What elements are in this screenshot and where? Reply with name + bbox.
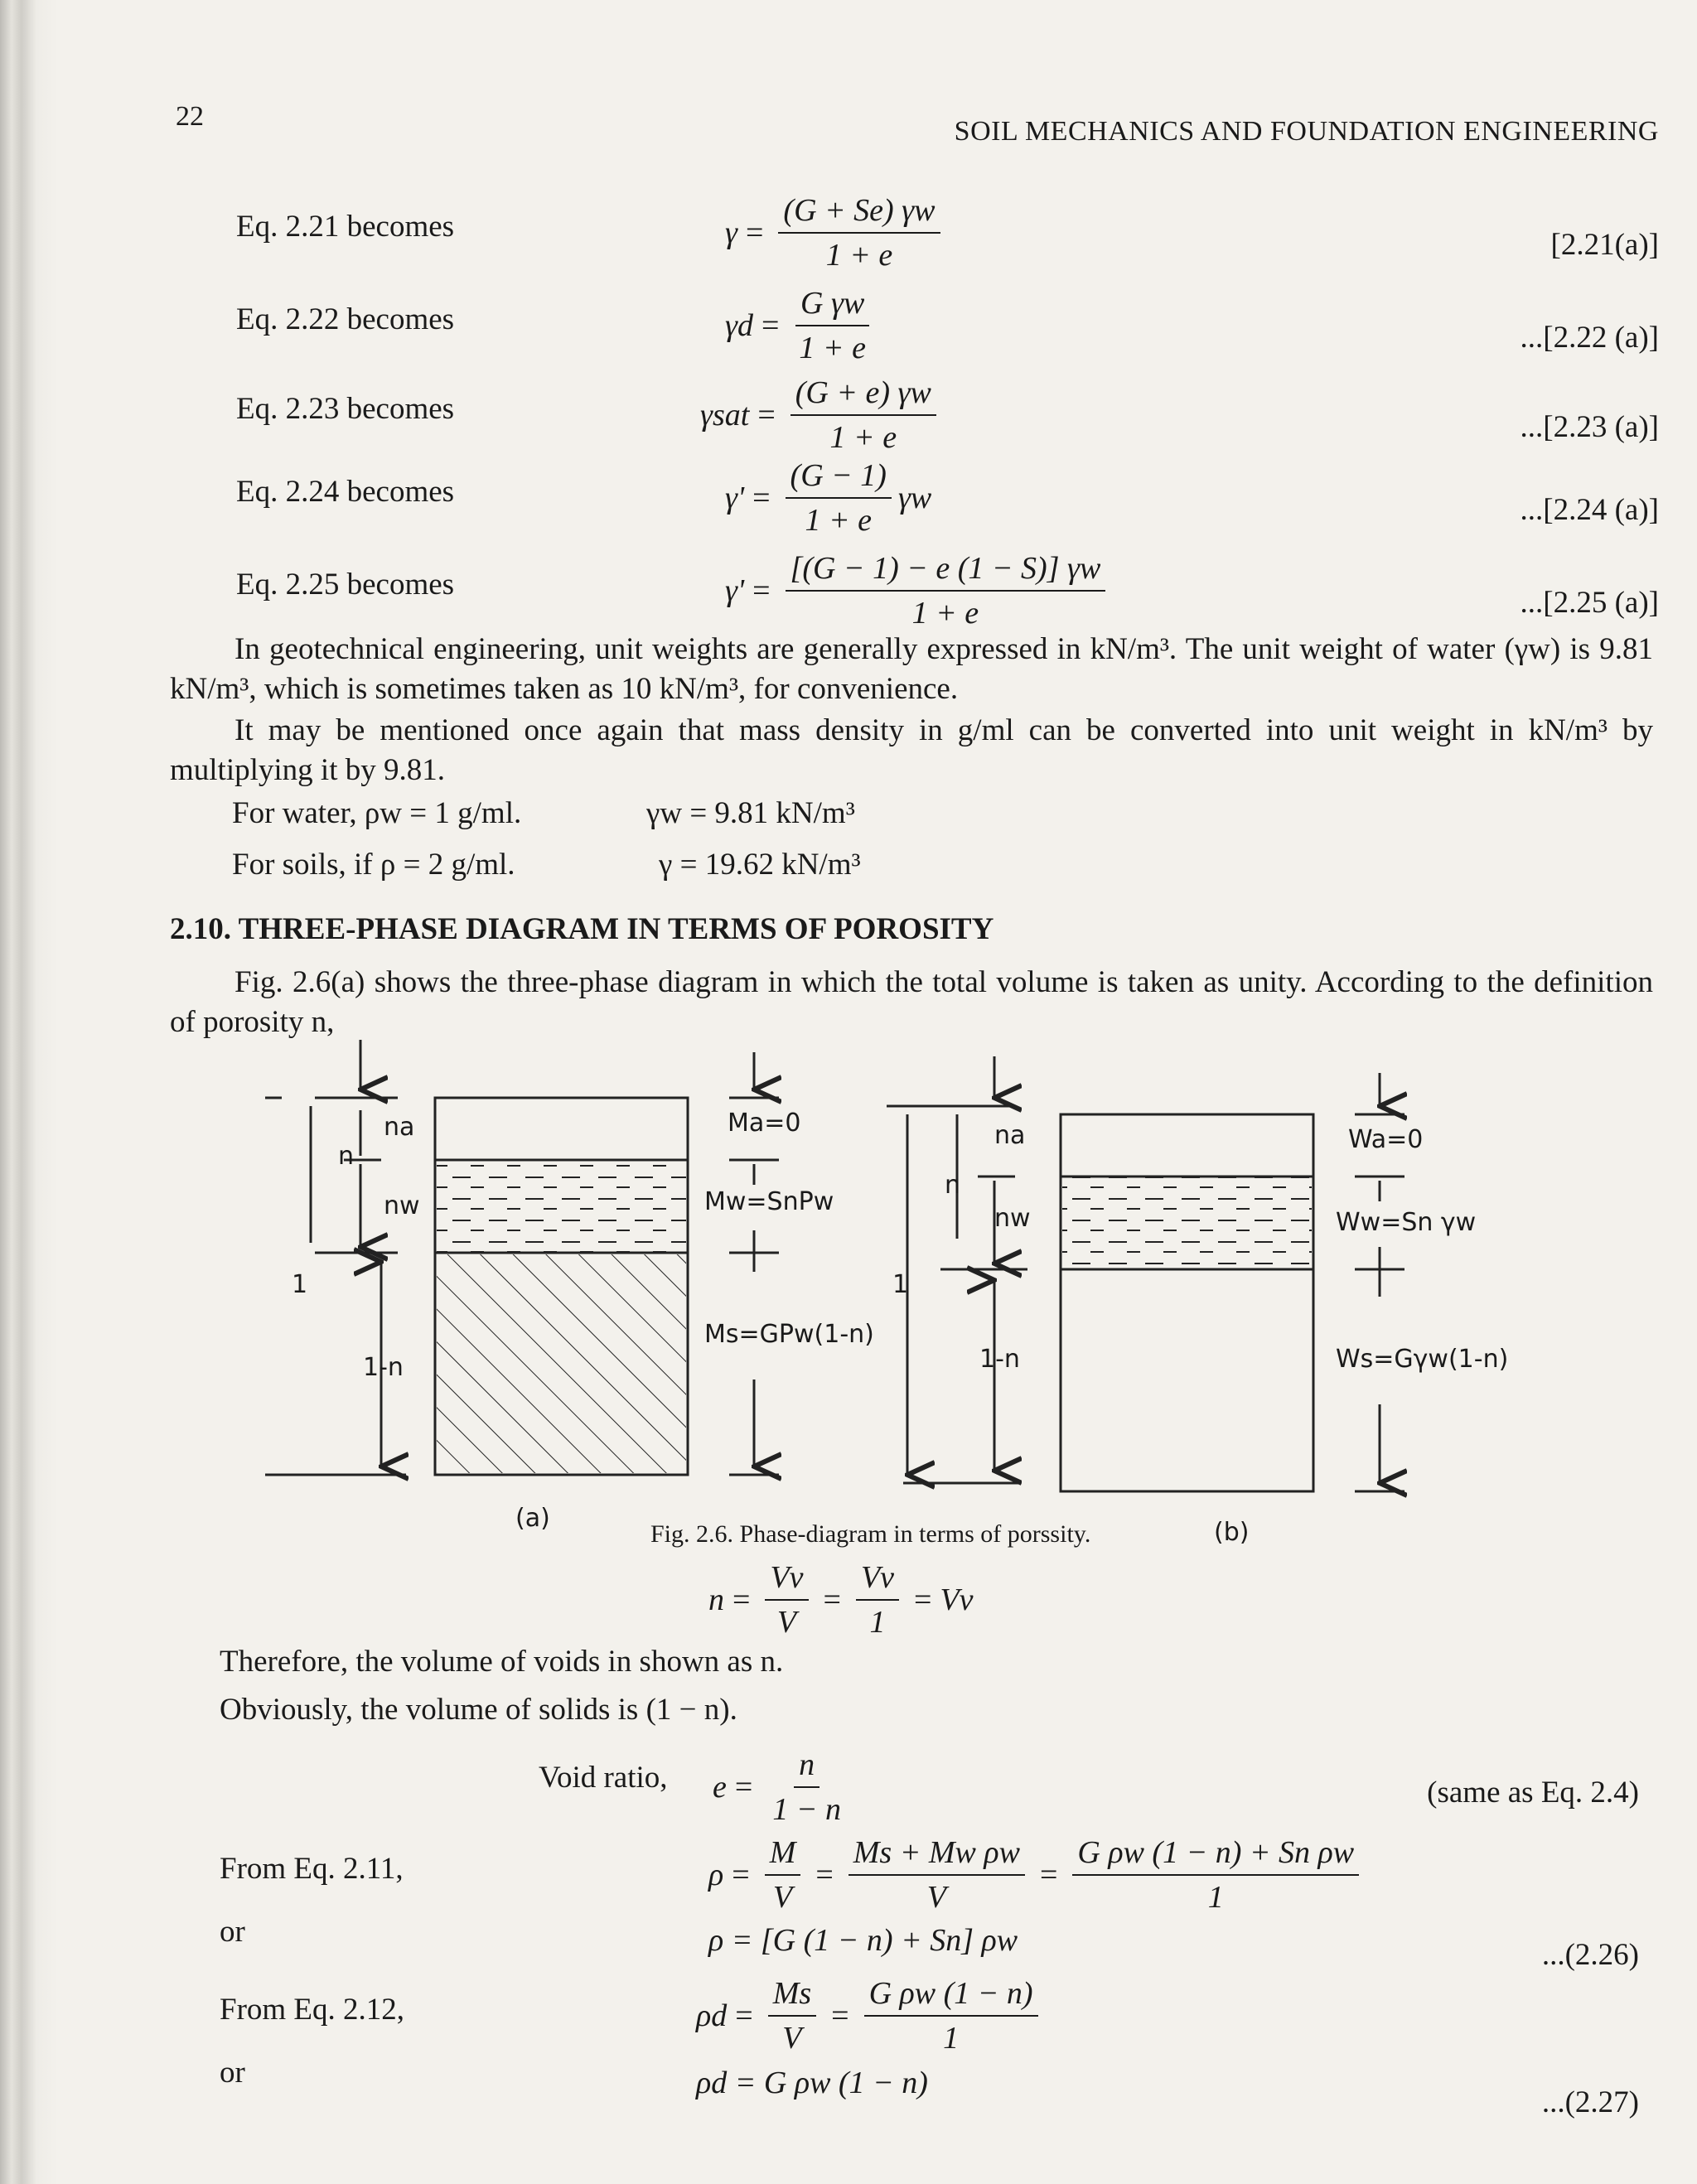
equation-expression: γ = $\frac{(G + Se) \gamma w}{1 + e}$: [725, 192, 947, 273]
line-therefore: Therefore, the volume of voids in shown as n.: [220, 1645, 784, 1679]
page-number: 22: [176, 101, 204, 132]
equation-expression: γsat = $\frac{(G + e) \gamma w}{1 + e}$: [700, 374, 943, 456]
label-ma: Ma=0: [728, 1109, 801, 1138]
water-phase-a: [437, 1160, 686, 1253]
or-label-227: or: [220, 2056, 245, 2090]
equation-226-ref: ...(2.26): [1541, 1938, 1639, 1972]
equation-void-ratio: e = $\frac{n}{1 - n}$: [713, 1747, 841, 1827]
equation-dry-density: ρd = $\frac{Ms}{V}$ = $\frac{\text{G ρw (1 − n)}}{1}$: [696, 1975, 1045, 2056]
label-nw-a: nw: [384, 1191, 420, 1220]
water-phase-b: [1062, 1177, 1312, 1269]
equation-label: Eq. 2.24 becomes: [236, 475, 455, 509]
label-wa: Wa=0: [1348, 1125, 1424, 1154]
paragraph-unit-weights: In geotechnical engineering, unit weights are generally expressed in kN/m³. The unit weight of water (γw) is 9.81 kN/m³, which is sometimes taken as 10 kN/m³, for convenience.: [170, 632, 1653, 706]
label-one-minus-n-b: 1-n: [979, 1345, 1020, 1374]
equation-label: Eq. 2.25 becomes: [236, 568, 455, 602]
figure-label-b: (b): [1214, 1518, 1250, 1547]
label-na-a: na: [384, 1113, 415, 1142]
line-obviously: Obviously, the volume of solids is (1 − n).: [220, 1693, 737, 1727]
label-mw: Mw=SnPw: [704, 1187, 834, 1216]
void-ratio-ref: (same as Eq. 2.4): [1427, 1776, 1639, 1810]
equation-expression: γ' = $\frac{[(G - 1) - e (1 - S)] \gamma w}{1 + e}$: [725, 550, 1112, 631]
label-one-a: 1: [292, 1270, 308, 1299]
label-n-a: n: [338, 1142, 355, 1171]
equation-ref: ...[2.24 (a)]: [1520, 493, 1659, 527]
running-title: SOIL MECHANICS AND FOUNDATION ENGINEERING: [954, 116, 1659, 147]
from-eq-211-label: From Eq. 2.11,: [220, 1852, 404, 1886]
label-ww: Ww=Sn γw: [1336, 1208, 1477, 1237]
equation-density: ρ = $\frac{M}{V}$ = $\frac{\text{Ms + Mw ρw}}{V}$ = $\frac{\text{G ρw (1 − n) + Sn ρw}}{1}$: [708, 1834, 1366, 1916]
label-ms: Ms=GPw(1-n): [704, 1320, 874, 1349]
label-na-b: na: [994, 1121, 1026, 1150]
paragraph-porosity: Fig. 2.6(a) shows the three-phase diagram in which the total volume is taken as unity. According to the definition of porosity n,: [170, 965, 1653, 1039]
page-binding-shadow: [0, 0, 58, 2184]
figure-label-a: (a): [515, 1504, 550, 1533]
void-ratio-label: Void ratio,: [539, 1761, 668, 1795]
label-ws: Ws=Gγw(1-n): [1336, 1345, 1509, 1374]
example-water-left: For water, ρw = 1 g/ml.: [232, 796, 522, 830]
example-water-right: γw = 9.81 kN/m³: [646, 796, 855, 830]
solid-phase-a: [437, 1254, 686, 1473]
equation-ref: ...[2.23 (a)]: [1520, 410, 1659, 444]
equation-label: Eq. 2.21 becomes: [236, 210, 455, 244]
equation-227: ρd = G ρw (1 − n): [696, 2066, 928, 2100]
from-eq-212-label: From Eq. 2.12,: [220, 1993, 405, 2027]
equation-label: Eq. 2.22 becomes: [236, 302, 455, 336]
phase-diagram-figure: [265, 1040, 1525, 1545]
label-one-b: 1: [892, 1270, 909, 1299]
equation-porosity: n = $\frac{Vv}{V}$ = $\frac{Vv}{1}$ = Vv: [708, 1560, 974, 1640]
label-n-b: n: [945, 1171, 961, 1200]
equation-227-ref: ...(2.27): [1541, 2085, 1639, 2119]
equation-226: ρ = [G (1 − n) + Sn] ρw: [708, 1923, 1018, 1958]
paragraph-conversion: It may be mentioned once again that mass density in g/ml can be converted into unit weight in kN/m³ by multiplying it by 9.81.: [170, 713, 1653, 787]
equation-ref: ...[2.25 (a)]: [1520, 586, 1659, 620]
equation-ref: ...[2.22 (a)]: [1520, 321, 1659, 355]
equation-label: Eq. 2.23 becomes: [236, 392, 455, 426]
example-soil-left: For soils, if ρ = 2 g/ml.: [232, 848, 515, 882]
label-one-minus-n-a: 1-n: [363, 1353, 404, 1382]
equation-expression: γ' = $\frac{(G - 1)}{1 + e}$ γw: [725, 458, 932, 538]
equation-ref: [2.21(a)]: [1550, 228, 1659, 262]
figure-caption: Fig. 2.6. Phase-diagram in terms of porssity.: [650, 1520, 1091, 1548]
example-soil-right: γ = 19.62 kN/m³: [659, 848, 861, 882]
label-nw-b: nw: [994, 1204, 1031, 1233]
equation-expression: γd = $\frac{\text{G γw}}{1 + e}$: [725, 285, 878, 366]
or-label-226: or: [220, 1915, 245, 1949]
phase-box-b: [1061, 1114, 1313, 1491]
section-heading: 2.10. THREE-PHASE DIAGRAM IN TERMS OF POROSITY: [170, 912, 994, 946]
